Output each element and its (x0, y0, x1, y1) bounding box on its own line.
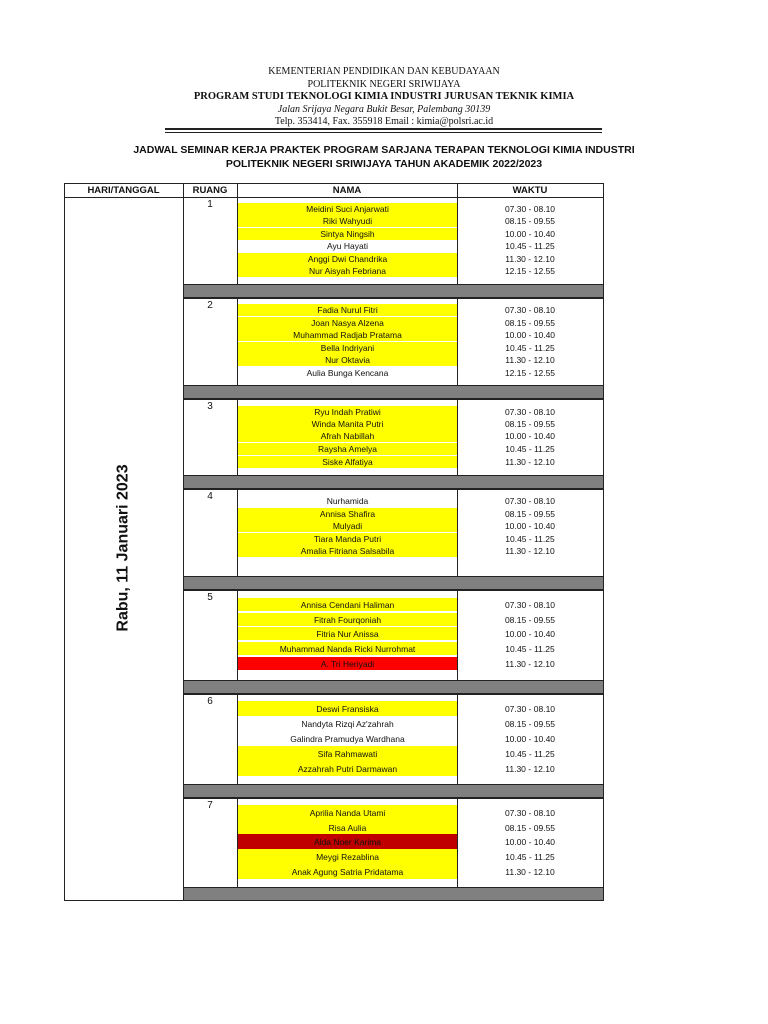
grid-line (183, 183, 184, 901)
time-cell: 12.15 - 12.55 (504, 368, 556, 378)
grid-line (183, 385, 603, 386)
grid-line (457, 197, 458, 284)
time-cell: 10.00 - 10.40 (504, 628, 556, 639)
name-cell: Alda Noer Karima (238, 834, 457, 849)
name-cell: Meygi Rezablina (238, 849, 457, 864)
time-cell: 10.45 - 11.25 (505, 534, 555, 544)
room-separator (183, 680, 603, 693)
time-cell: 07.30 - 08.10 (504, 407, 556, 417)
room-separator (183, 784, 603, 797)
grid-line (183, 784, 603, 785)
time-cell: 07.30 - 08.10 (504, 599, 556, 610)
letterhead-ministry: KEMENTERIAN PENDIDIKAN DAN KEBUDAYAAN (268, 66, 500, 77)
grid-line (183, 680, 603, 681)
room-number: 3 (207, 401, 213, 412)
time-cell: 07.30 - 08.10 (504, 305, 556, 315)
name-cell: Nandyta Rizqi Az'zahrah (238, 716, 457, 731)
grid-line (183, 298, 603, 299)
grid-line (457, 694, 458, 784)
schedule-subtitle: POLITEKNIK NEGERI SRIWIJAYA TAHUN AKADEMIK 2022/2023 (225, 158, 543, 170)
grid-line (183, 590, 603, 591)
name-cell: Winda Manita Putri (238, 418, 457, 430)
time-cell: 11.30 - 12.10 (505, 658, 555, 669)
grid-line (183, 576, 603, 577)
room-separator (183, 475, 603, 488)
name-cell: Fitria Nur Anissa (238, 627, 457, 640)
time-cell: 07.30 - 08.10 (504, 496, 556, 506)
name-cell: Anak Agung Satria Pridatama (238, 864, 457, 879)
name-cell: Tiara Manda Putri (238, 533, 457, 545)
name-cell: Galindra Pramudya Wardhana (238, 731, 457, 746)
grid-line (457, 183, 458, 197)
time-cell: 10.00 - 10.40 (504, 733, 556, 744)
room-number: 1 (207, 199, 213, 210)
time-cell: 10.00 - 10.40 (504, 330, 556, 340)
name-cell: Sintya Ningsih (238, 228, 457, 240)
grid-line (183, 798, 603, 799)
time-cell: 10.00 - 10.40 (504, 836, 556, 847)
time-cell: 11.30 - 12.10 (505, 763, 555, 774)
grid-line (183, 489, 603, 490)
time-cell: 10.00 - 10.40 (504, 229, 556, 239)
grid-line (237, 399, 238, 475)
room-separator (183, 385, 603, 398)
letterhead-contact: Telp. 353414, Fax. 355918 Email : kimia@polsri.ac.id (274, 116, 494, 127)
grid-line (64, 183, 603, 184)
name-cell: Amalia Fitriana Salsabila (238, 545, 457, 557)
header-day: HARI/TANGGAL (87, 184, 160, 196)
time-cell: 10.00 - 10.40 (504, 431, 556, 441)
time-cell: 11.30 - 12.10 (505, 457, 555, 467)
name-cell: Joan Nasya Alzena (238, 317, 457, 329)
time-cell: 11.30 - 12.10 (505, 254, 555, 264)
room-separator (183, 284, 603, 297)
time-cell: 11.30 - 12.10 (505, 355, 555, 365)
time-cell: 10.45 - 11.25 (505, 643, 555, 654)
grid-line (64, 900, 603, 901)
name-cell: Annisa Cendani Haliman (238, 598, 457, 611)
name-cell: Riki Wahyudi (238, 215, 457, 227)
grid-line (183, 694, 603, 695)
grid-line (457, 399, 458, 475)
grid-line (457, 798, 458, 887)
room-number: 5 (207, 592, 213, 603)
name-cell: Azzahrah Putri Darmawan (238, 761, 457, 776)
time-cell: 10.45 - 11.25 (505, 748, 555, 759)
grid-line (457, 590, 458, 680)
time-cell: 08.15 - 09.55 (504, 419, 556, 429)
schedule-title: JADWAL SEMINAR KERJA PRAKTEK PROGRAM SARJANA TERAPAN TEKNOLOGI KIMIA INDUSTRI (133, 144, 635, 156)
time-cell: 07.30 - 08.10 (504, 703, 556, 714)
name-cell: Siske Alfatiya (238, 456, 457, 468)
time-cell: 07.30 - 08.10 (504, 807, 556, 818)
name-cell: Nurhamida (238, 495, 457, 507)
grid-line (457, 489, 458, 576)
letterhead-institution: POLITEKNIK NEGERI SRIWIJAYA (307, 79, 461, 90)
name-cell: Deswi Fransiska (238, 701, 457, 716)
time-cell: 08.15 - 09.55 (504, 822, 556, 833)
header-time: WAKTU (512, 184, 548, 196)
name-cell: Annisa Shafira (238, 508, 457, 520)
name-cell: Nur Aisyah Febriana (238, 265, 457, 277)
name-cell: Muhammad Radjab Pratama (238, 329, 457, 341)
name-cell: Meidini Suci Anjarwati (238, 203, 457, 215)
grid-line (183, 475, 603, 476)
time-cell: 10.45 - 11.25 (505, 851, 555, 862)
time-cell: 11.30 - 12.10 (505, 866, 555, 877)
name-cell: Bella Indriyani (238, 342, 457, 354)
grid-line (183, 887, 603, 888)
name-cell: Afrah Nabillah (238, 430, 457, 442)
grid-line (237, 489, 238, 576)
room-number: 6 (207, 696, 213, 707)
room-number: 7 (207, 800, 213, 811)
time-cell: 11.30 - 12.10 (505, 546, 555, 556)
time-cell: 08.15 - 09.55 (504, 216, 556, 226)
name-cell: A. Tri Heriyadi (238, 657, 457, 670)
time-cell: 10.45 - 11.25 (505, 343, 555, 353)
time-cell: 10.00 - 10.40 (504, 521, 556, 531)
grid-line (457, 298, 458, 385)
name-cell: Fitrah Fourqoniah (238, 613, 457, 626)
name-cell: Mulyadi (238, 520, 457, 532)
letterhead-program: PROGRAM STUDI TEKNOLOGI KIMIA INDUSTRI JURUSAN TEKNIK KIMIA (193, 91, 575, 102)
name-cell: Ryu Indah Pratiwi (238, 406, 457, 418)
grid-line (237, 798, 238, 887)
name-cell: Ayu Hayati (238, 240, 457, 252)
time-cell: 08.15 - 09.55 (504, 614, 556, 625)
name-cell: Fadia Nurul Fitri (238, 304, 457, 316)
grid-line (183, 284, 603, 285)
room-number: 4 (207, 491, 213, 502)
header-room: RUANG (192, 184, 228, 196)
name-cell: Nur Oktavia (238, 354, 457, 366)
grid-line (64, 197, 603, 198)
name-cell: Muhammad Nanda Ricki Nurrohmat (238, 642, 457, 655)
time-cell: 10.45 - 11.25 (505, 444, 555, 454)
grid-line (237, 694, 238, 784)
grid-line (237, 197, 238, 284)
name-cell: Sifa Rahmawati (238, 746, 457, 761)
name-cell: Aprilia Nanda Utami (238, 805, 457, 820)
grid-line (64, 183, 65, 901)
room-separator (183, 576, 603, 589)
grid-line (237, 590, 238, 680)
name-cell: Aulia Bunga Kencana (238, 367, 457, 379)
time-cell: 08.15 - 09.55 (504, 718, 556, 729)
header-name: NAMA (332, 184, 362, 196)
grid-line (603, 183, 604, 901)
room-separator (183, 887, 603, 900)
time-cell: 10.45 - 11.25 (505, 241, 555, 251)
grid-line (237, 298, 238, 385)
time-cell: 07.30 - 08.10 (504, 204, 556, 214)
name-cell: Raysha Amelya (238, 443, 457, 455)
day-date-label: Rabu, 11 Januari 2023 (114, 464, 132, 632)
room-number: 2 (207, 300, 213, 311)
grid-line (237, 183, 238, 197)
name-cell: Risa Aulia (238, 820, 457, 835)
name-cell: Anggi Dwi Chandrika (238, 253, 457, 265)
time-cell: 08.15 - 09.55 (504, 509, 556, 519)
time-cell: 12.15 - 12.55 (504, 266, 556, 276)
letterhead-address: Jalan Srijaya Negara Bukit Besar, Palembang 30139 (277, 104, 491, 115)
time-cell: 08.15 - 09.55 (504, 318, 556, 328)
grid-line (183, 399, 603, 400)
